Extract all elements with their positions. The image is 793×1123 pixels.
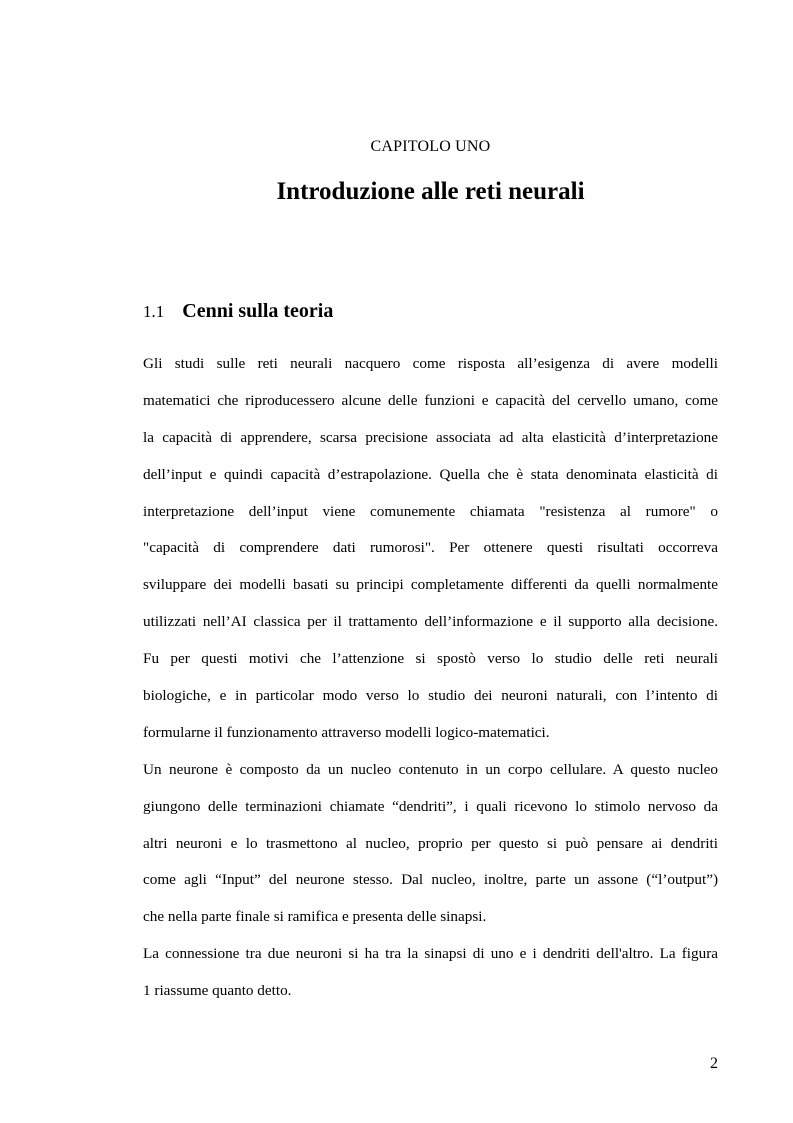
text-line: utilizzati nell’AI classica per il trattamento dell’informazione e il supporto alla decisione. — [143, 613, 718, 631]
section-title: Cenni sulla teoria — [182, 300, 334, 322]
text-line: come agli “Input” del neurone stesso. Dal nucleo, inoltre, parte un assone (“l’output”) — [143, 871, 718, 889]
text-line: che nella parte finale si ramifica e presenta delle sinapsi. — [143, 908, 487, 926]
text-line: Un neurone è composto da un nucleo contenuto in un corpo cellulare. A questo nucleo — [143, 760, 718, 778]
paragraph — [143, 346, 718, 752]
text-line: Fu per questi motivi che l’attenzione si spostò verso lo studio delle reti neurali — [143, 650, 718, 668]
chapter-title: Introduzione alle reti neurali — [276, 178, 585, 205]
paragraph — [143, 936, 718, 1010]
text-line: la capacità di apprendere, scarsa precisione associata ad alta elasticità d’interpretazione — [143, 428, 718, 446]
text-line: dell’input e quindi capacità d’estrapolazione. Quella che è stata denominata elasticità di — [143, 465, 718, 483]
text-line: giungono delle terminazioni chiamate “dendriti”, i quali ricevono lo stimolo nervoso da — [143, 797, 718, 815]
section-heading — [143, 300, 333, 323]
text-line: sviluppare dei modelli basati su principi completamente differenti da quelli normalmente — [143, 576, 718, 594]
text-line: interpretazione dell’input viene comunemente chiamata "resistenza al rumore" o — [143, 502, 718, 520]
text-line: "capacità di comprendere dati rumorosi". Per ottenere questi risultati occorreva — [143, 539, 718, 557]
paragraph — [143, 752, 718, 936]
text-line: biologiche, e in particolar modo verso lo studio dei neuroni naturali, con l’intento di — [143, 687, 718, 705]
text-line: 1 riassume quanto detto. — [143, 982, 292, 1000]
text-line: Gli studi sulle reti neurali nacquero come risposta all’esigenza di avere modelli — [143, 355, 718, 372]
page-number: 2 — [710, 1055, 718, 1072]
text-line: La connessione tra due neuroni si ha tra la sinapsi di uno e i dendriti dell'altro. La figura — [143, 945, 718, 963]
chapter-label: CAPITOLO UNO — [370, 138, 491, 155]
text-line: matematici che riproducessero alcune delle funzioni e capacità del cervello umano, come — [143, 391, 718, 409]
text-line: altri neuroni e lo trasmettono al nucleo, proprio per questo si può pensare ai dendriti — [143, 834, 718, 852]
section-number: 1.1 — [143, 302, 165, 321]
body-text — [143, 346, 718, 1010]
text-line: formularne il funzionamento attraverso modelli logico-matematici. — [143, 723, 550, 741]
